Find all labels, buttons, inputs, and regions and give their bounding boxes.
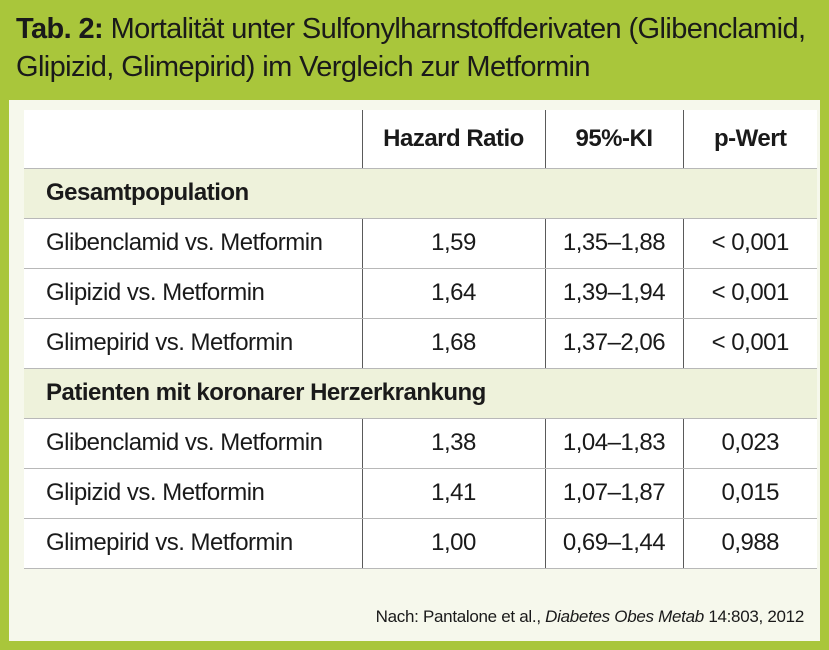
results-table-container <box>24 110 817 569</box>
ci-value: 1,35–1,88 <box>545 218 683 268</box>
p-value: < 0,001 <box>683 318 817 368</box>
results-table <box>24 110 817 569</box>
column-header-hazard-ratio: Hazard Ratio <box>362 110 545 168</box>
column-header-p-value: p-Wert <box>683 110 817 168</box>
comparison-label: Glibenclamid vs. Metformin <box>24 218 362 268</box>
source-prefix: Nach: Pantalone et al., <box>375 607 546 626</box>
source-suffix: 14:803, 2012 <box>703 607 804 626</box>
section-row-gesamtpopulation <box>24 168 817 218</box>
table-row <box>24 468 817 518</box>
hazard-ratio-value: 1,38 <box>362 418 545 468</box>
table-row <box>24 418 817 468</box>
table-title <box>16 10 813 86</box>
ci-value: 0,69–1,44 <box>545 518 683 568</box>
ci-value: 1,37–2,06 <box>545 318 683 368</box>
p-value: < 0,001 <box>683 218 817 268</box>
table-row <box>24 518 817 568</box>
p-value: 0,015 <box>683 468 817 518</box>
comparison-label: Glimepirid vs. Metformin <box>24 318 362 368</box>
section-title: Patienten mit koronarer Herzerkrankung <box>24 368 817 418</box>
section-row-khk <box>24 368 817 418</box>
hazard-ratio-value: 1,64 <box>362 268 545 318</box>
table-row <box>24 318 817 368</box>
ci-value: 1,39–1,94 <box>545 268 683 318</box>
table-row <box>24 218 817 268</box>
hazard-ratio-value: 1,00 <box>362 518 545 568</box>
column-header-comparison <box>24 110 362 168</box>
ci-value: 1,07–1,87 <box>545 468 683 518</box>
table-number: Tab. 2: <box>16 13 104 45</box>
column-header-ci: 95%-KI <box>545 110 683 168</box>
comparison-label: Glipizid vs. Metformin <box>24 268 362 318</box>
section-title: Gesamtpopulation <box>24 168 817 218</box>
source-citation <box>376 607 804 627</box>
p-value: < 0,001 <box>683 268 817 318</box>
table-header-band <box>0 0 829 100</box>
source-journal: Diabetes Obes Metab <box>545 607 704 626</box>
comparison-label: Glipizid vs. Metformin <box>24 468 362 518</box>
hazard-ratio-value: 1,68 <box>362 318 545 368</box>
hazard-ratio-value: 1,41 <box>362 468 545 518</box>
p-value: 0,988 <box>683 518 817 568</box>
comparison-label: Glimepirid vs. Metformin <box>24 518 362 568</box>
ci-value: 1,04–1,83 <box>545 418 683 468</box>
table-row <box>24 268 817 318</box>
column-header-row <box>24 110 817 168</box>
comparison-label: Glibenclamid vs. Metformin <box>24 418 362 468</box>
table-caption: Mortalität unter Sulfonylharnstoffderivaten (Glibenclamid, Glipizid, Glimepirid) im Vergleich zur Metformin <box>16 13 806 83</box>
hazard-ratio-value: 1,59 <box>362 218 545 268</box>
p-value: 0,023 <box>683 418 817 468</box>
